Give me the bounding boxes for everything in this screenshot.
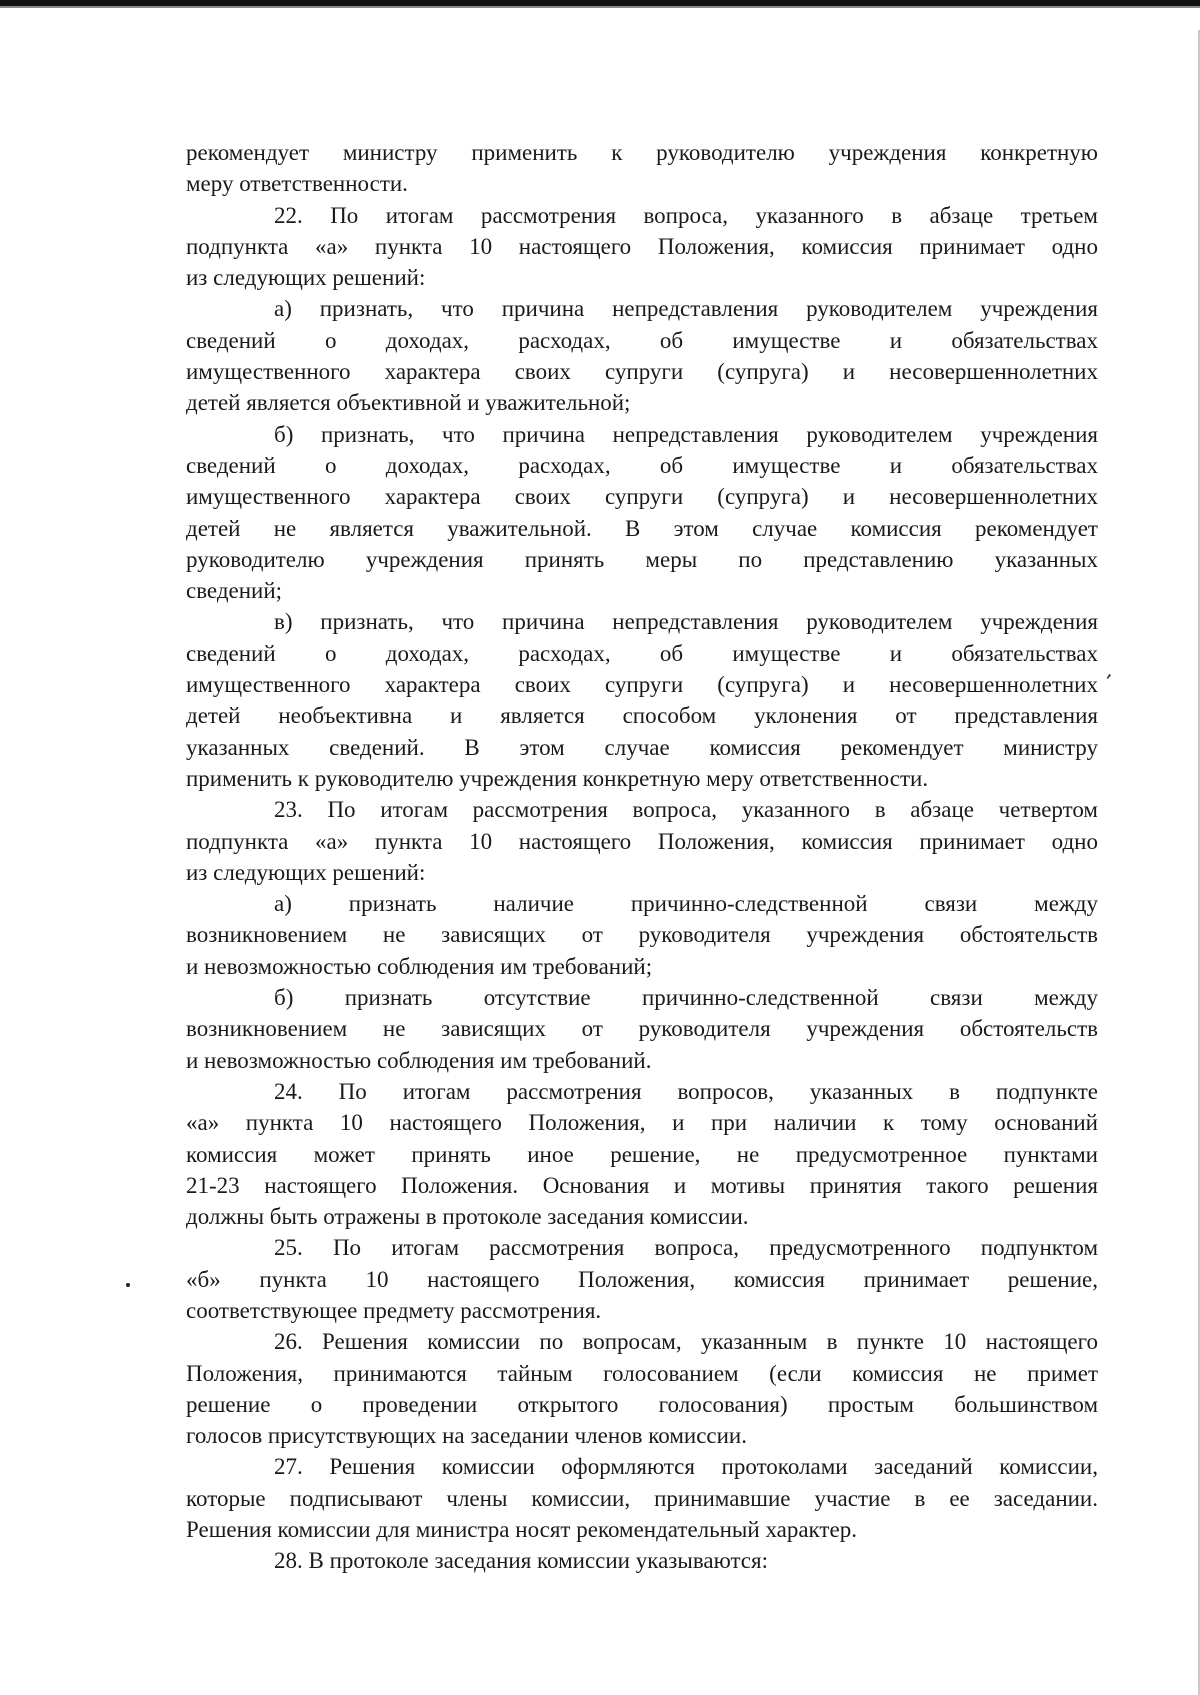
text-line: сведений о доходах, расходах, об имуществе и обязательствах — [186, 327, 1098, 353]
text-line: подпункта «а» пункта 10 настоящего Положения, комиссия принимает одно — [186, 233, 1098, 259]
paragraph-26 — [186, 1326, 1098, 1451]
paragraph-25 — [186, 1232, 1098, 1326]
paragraph-23-a — [186, 888, 1098, 982]
text-line: а) признать, что причина непредставления руководителем учреждения — [274, 296, 1098, 322]
text-line: 24. По итогам рассмотрения вопросов, указанных в подпункте — [274, 1078, 1098, 1104]
text-line: 25. По итогам рассмотрения вопроса, предусмотренного подпунктом — [274, 1235, 1098, 1261]
text-line: в) признать, что причина непредставления руководителем учреждения — [274, 609, 1098, 635]
text-line: Положения, принимаются тайным голосованием (если комиссия не примет — [186, 1360, 1098, 1386]
text-line: имущественного характера своих супруги (супруга) и несовершеннолетних — [186, 484, 1098, 510]
text-line: подпункта «а» пункта 10 настоящего Положения, комиссия принимает одно — [186, 828, 1098, 854]
text-line: 23. По итогам рассмотрения вопроса, указанного в абзаце четвертом — [274, 797, 1098, 823]
text-line: соответствующее предмету рассмотрения. — [186, 1297, 602, 1323]
text-line: 27. Решения комиссии оформляются протоколами заседаний комиссии, — [274, 1454, 1098, 1480]
paragraph — [186, 137, 1098, 200]
text-line: комиссия может принять иное решение, не предусмотренное пунктами — [186, 1141, 1098, 1167]
text-line: голосов присутствующих на заседании членов комиссии. — [186, 1423, 747, 1449]
text-line: меру ответственности. — [186, 171, 408, 197]
text-line: решение о проведении открытого голосования) простым большинством — [186, 1391, 1098, 1417]
text-line: и невозможностью соблюдения им требований. — [186, 1047, 652, 1073]
text-line: имущественного характера своих супруги (супруга) и несовершеннолетних — [186, 359, 1098, 385]
text-line: из следующих решений: — [186, 265, 426, 291]
text-line: указанных сведений. В этом случае комиссия рекомендует министру — [186, 734, 1098, 760]
text-line: которые подписывают члены комиссии, принимавшие участие в ее заседании. — [186, 1485, 1098, 1511]
text-line: детей не является уважительной. В этом случае комиссия рекомендует — [186, 515, 1098, 541]
scan-speck — [126, 1283, 130, 1287]
paragraph-24 — [186, 1076, 1098, 1232]
text-line: детей является объективной и уважительной; — [186, 390, 631, 416]
text-line: сведений о доходах, расходах, об имуществе и обязательствах — [186, 452, 1098, 478]
paragraph-22-b — [186, 419, 1098, 607]
paragraph-22-v — [186, 606, 1098, 794]
text-line: применить к руководителю учреждения конкретную меру ответственности. — [186, 765, 929, 791]
text-line: возникновением не зависящих от руководителя учреждения обстоятельств — [186, 922, 1098, 948]
text-line: руководителю учреждения принять меры по представлению указанных — [186, 546, 1098, 572]
text-line: «б» пункта 10 настоящего Положения, комиссия принимает решение, — [186, 1266, 1098, 1292]
paragraph-22-a — [186, 293, 1098, 418]
text-line: возникновением не зависящих от руководителя учреждения обстоятельств — [186, 1016, 1098, 1042]
paragraph-22 — [186, 200, 1098, 294]
document-body — [186, 137, 1098, 1577]
text-line: сведений о доходах, расходах, об имуществе и обязательствах — [186, 640, 1098, 666]
pen-mark: ‚ — [1104, 657, 1119, 683]
text-line: б) признать отсутствие причинно-следственной связи между — [274, 985, 1098, 1011]
text-line: сведений; — [186, 578, 283, 604]
scan-top-edge-shadow — [0, 6, 1200, 8]
text-line: рекомендует министру применить к руководителю учреждения конкретную — [186, 140, 1098, 165]
text-line: «а» пункта 10 настоящего Положения, и при наличии к тому оснований — [186, 1110, 1098, 1136]
text-line: имущественного характера своих супруги (супруга) и несовершеннолетних — [186, 672, 1098, 698]
text-line: 28. В протоколе заседания комиссии указываются: — [274, 1548, 768, 1574]
text-line: 26. Решения комиссии по вопросам, указанным в пункте 10 настоящего — [274, 1329, 1098, 1355]
text-line: б) признать, что причина непредставления руководителем учреждения — [274, 421, 1098, 447]
text-line: должны быть отражены в протоколе заседания комиссии. — [186, 1204, 749, 1230]
text-line: 21-23 настоящего Положения. Основания и мотивы принятия такого решения — [186, 1172, 1098, 1198]
text-line: а) признать наличие причинно-следственной связи между — [274, 891, 1098, 917]
text-line: детей необъективна и является способом уклонения от представления — [186, 703, 1098, 729]
paragraph-27 — [186, 1451, 1098, 1545]
text-line: 22. По итогам рассмотрения вопроса, указанного в абзаце третьем — [274, 202, 1098, 228]
text-line: из следующих решений: — [186, 859, 426, 885]
text-line: Решения комиссии для министра носят рекомендательный характер. — [186, 1517, 857, 1543]
paragraph-28 — [186, 1545, 1098, 1576]
text-line: и невозможностью соблюдения им требований; — [186, 953, 653, 979]
paragraph-23-b — [186, 982, 1098, 1076]
paragraph-23 — [186, 794, 1098, 888]
